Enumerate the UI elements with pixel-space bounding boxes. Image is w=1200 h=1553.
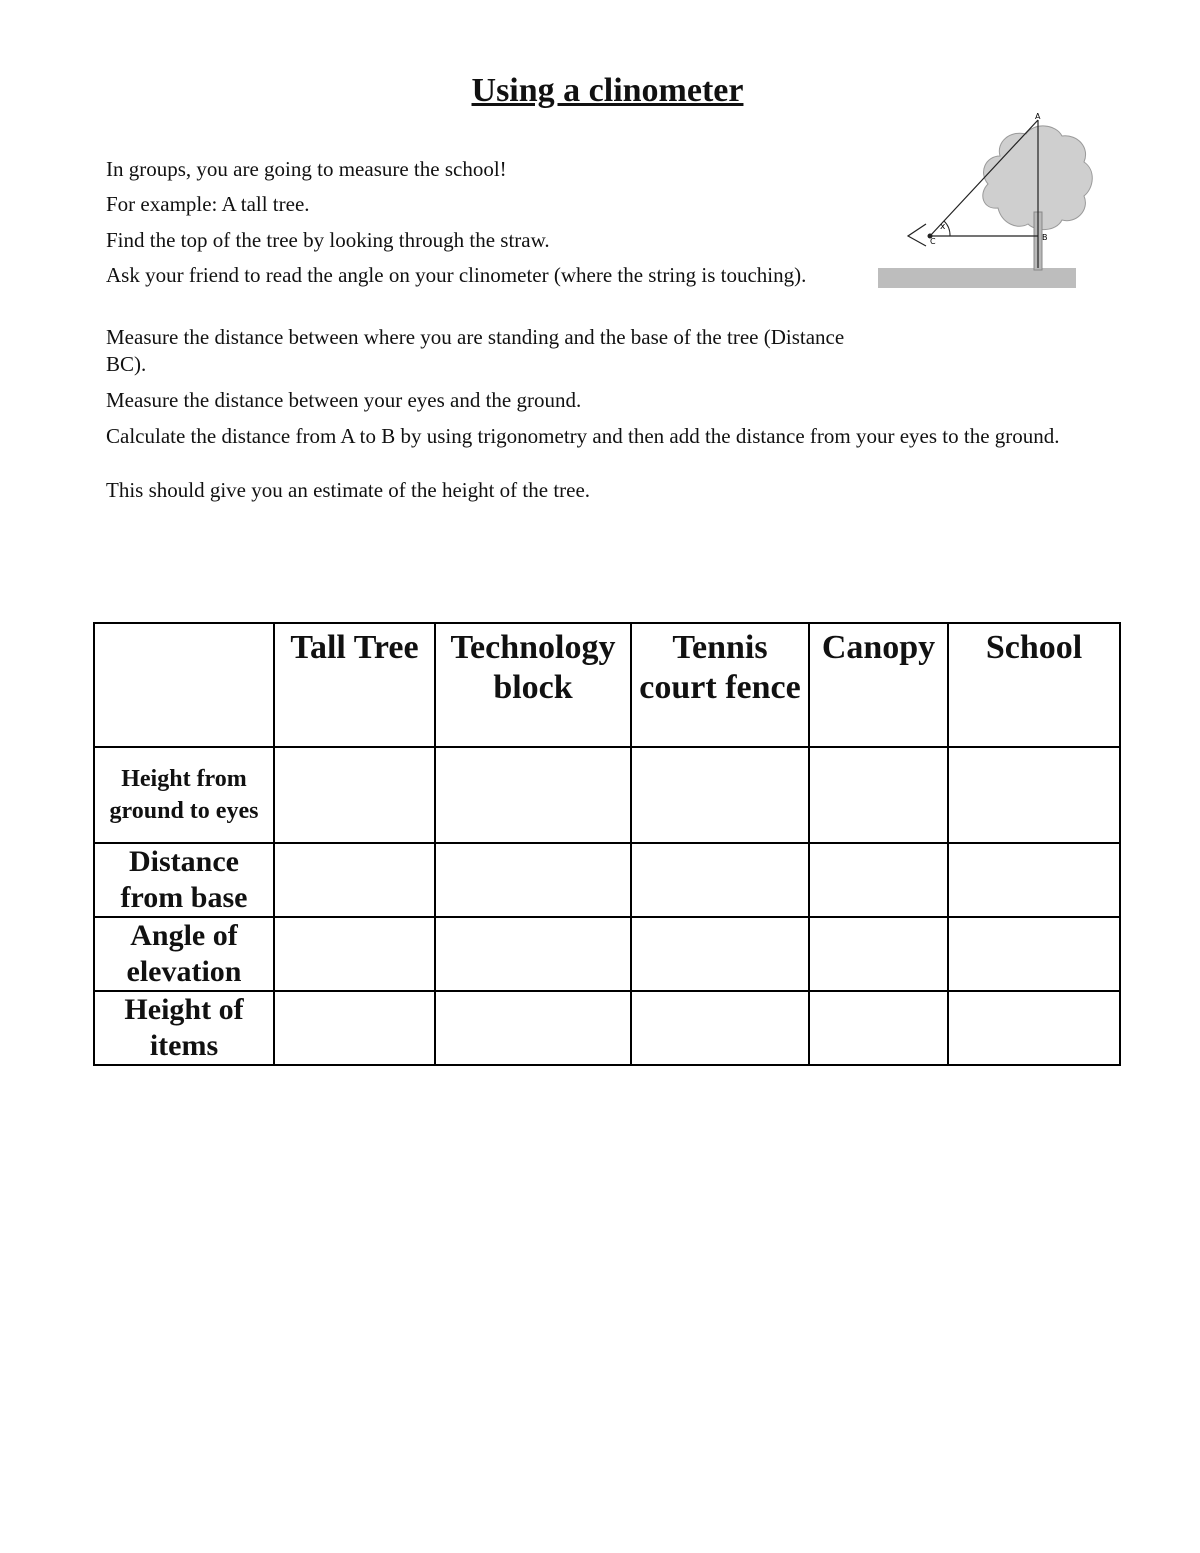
- measurement-table: [93, 622, 1121, 1066]
- table-cell[interactable]: [435, 747, 631, 843]
- instruction-3: Find the top of the tree by looking through the straw.: [106, 228, 550, 252]
- table-cell[interactable]: [631, 747, 809, 843]
- row-label: Height from ground to eyes: [94, 747, 274, 843]
- table-cell[interactable]: [435, 991, 631, 1065]
- ground: [878, 268, 1076, 288]
- row-label: Height of items: [94, 991, 274, 1065]
- table-cell[interactable]: [435, 917, 631, 991]
- instruction-1: In groups, you are going to measure the school!: [106, 157, 507, 181]
- table-cell[interactable]: [948, 843, 1120, 917]
- instruction-6: Measure the distance between your eyes and the ground.: [106, 388, 582, 412]
- instruction-4: Ask your friend to read the angle on your clinometer (where the string is touching).: [106, 263, 807, 287]
- table-cell[interactable]: [631, 991, 809, 1065]
- instruction-2: For example: A tall tree.: [106, 192, 310, 216]
- table-cell[interactable]: [948, 917, 1120, 991]
- table-cell[interactable]: [274, 747, 435, 843]
- table-header-row: [94, 623, 1120, 747]
- table-row: [94, 747, 1120, 843]
- eye-icon: [908, 224, 926, 246]
- table-cell[interactable]: [274, 917, 435, 991]
- table-cell[interactable]: [631, 917, 809, 991]
- table-row: [94, 843, 1120, 917]
- instruction-5: Measure the distance between where you are standing and the base of the tree (Distance BC).: [106, 325, 845, 376]
- header-tall-tree: Tall Tree: [274, 623, 435, 747]
- header-tennis-court-fence: Tennis court fence: [631, 623, 809, 747]
- table-cell[interactable]: [631, 843, 809, 917]
- table-cell[interactable]: [809, 843, 948, 917]
- instruction-8: This should give you an estimate of the height of the tree.: [106, 478, 591, 502]
- header-canopy: Canopy: [809, 623, 948, 747]
- label-b: B: [1042, 233, 1048, 242]
- header-blank: [94, 623, 274, 747]
- page-title: Using a clinometer: [471, 72, 744, 109]
- label-a: A: [1035, 112, 1041, 121]
- instruction-7: Calculate the distance from A to B by using trigonometry and then add the distance from your eyes to the ground.: [106, 424, 1060, 448]
- table-cell[interactable]: [435, 843, 631, 917]
- table-cell[interactable]: [948, 991, 1120, 1065]
- header-technology-block: Technology block: [435, 623, 631, 747]
- table-cell[interactable]: [809, 917, 948, 991]
- table-cell[interactable]: [948, 747, 1120, 843]
- table-cell[interactable]: [809, 747, 948, 843]
- table-cell[interactable]: [274, 843, 435, 917]
- table-cell[interactable]: [274, 991, 435, 1065]
- row-label: Distance from base: [94, 843, 274, 917]
- header-school: School: [948, 623, 1120, 747]
- table-cell[interactable]: [809, 991, 948, 1065]
- label-x: x: [940, 222, 946, 232]
- clinometer-tree-diagram: [878, 112, 1098, 292]
- label-c: C: [930, 237, 936, 246]
- table-row: [94, 991, 1120, 1065]
- row-label: Angle of elevation: [94, 917, 274, 991]
- table-row: [94, 917, 1120, 991]
